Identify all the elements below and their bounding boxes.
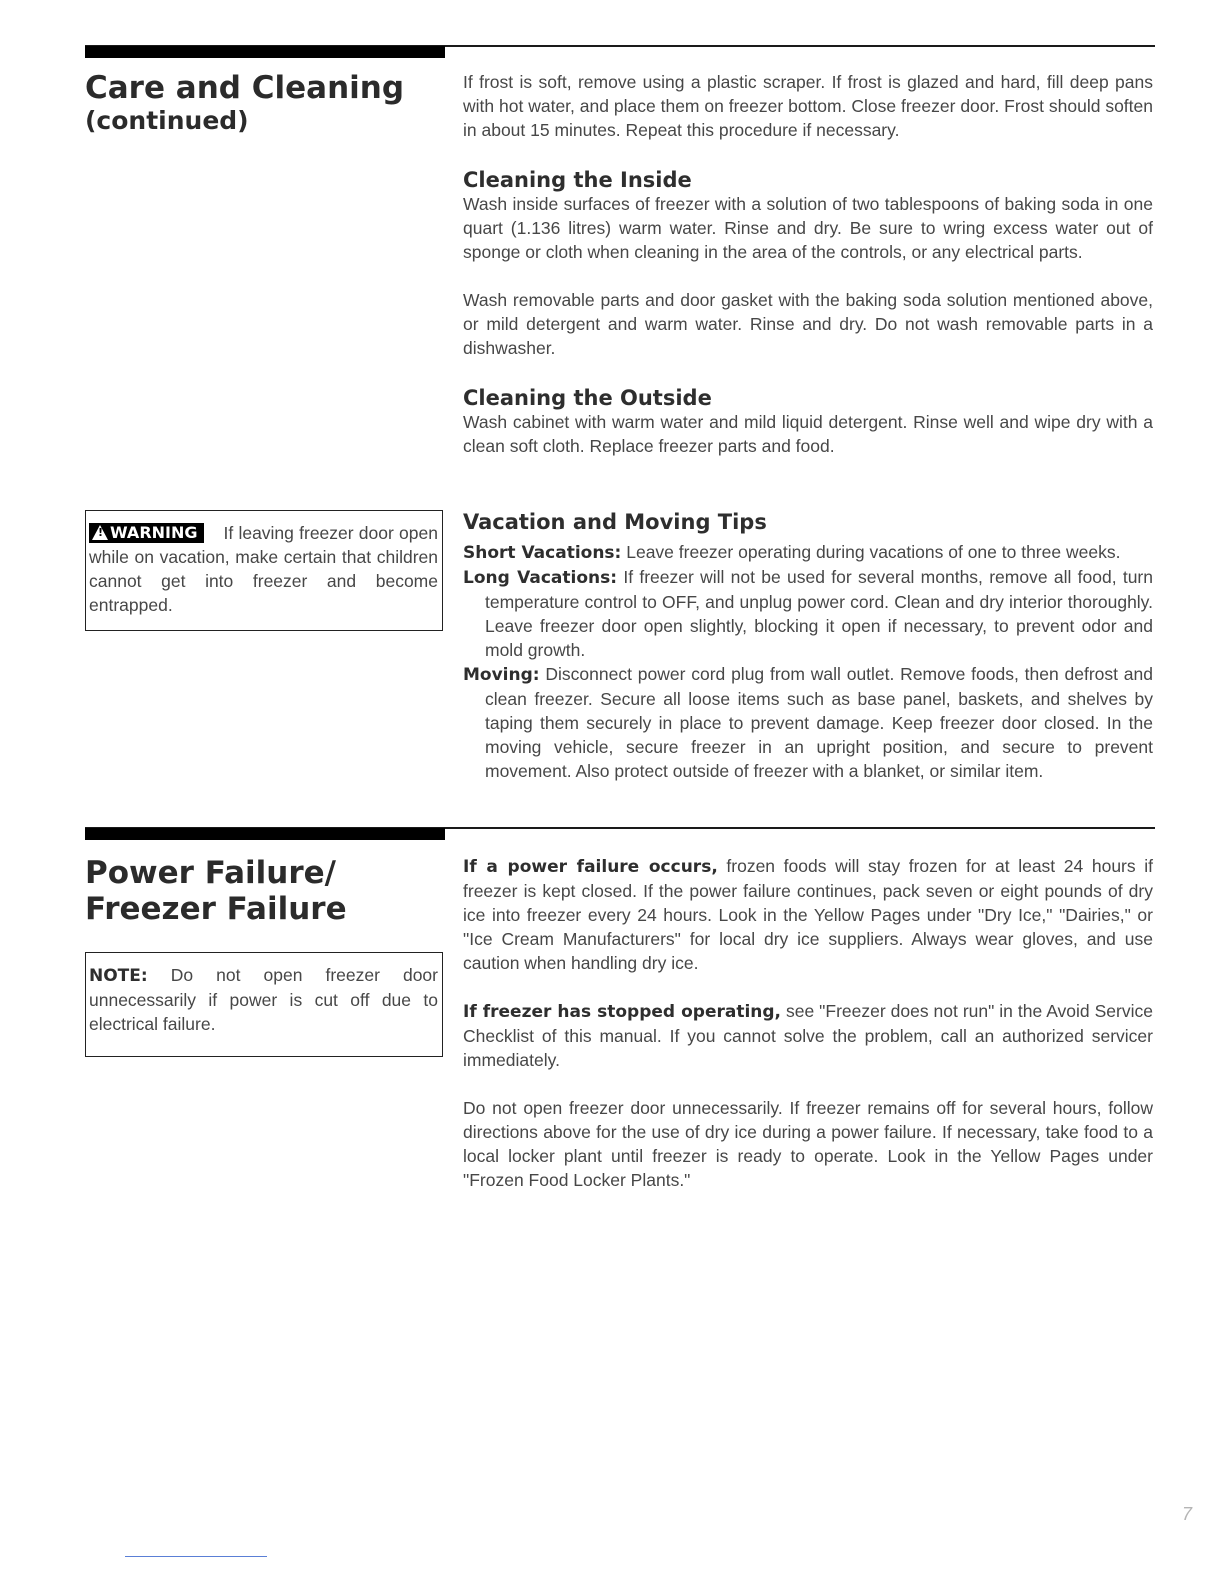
page-number: 7	[1182, 1504, 1193, 1524]
moving-item	[463, 662, 1153, 783]
cleaning-inside-paragraph-1: Wash inside surfaces of freezer with a solution of two tablespoons of baking soda in one quart (1.136 litres) warm water. Rinse and dry. Be sure to wring excess water out of sponge or cloth when cleaning in the area of the controls, or any electrical parts.	[463, 194, 1153, 262]
warning-box	[85, 510, 443, 631]
power-title-line-1: Power Failure/	[85, 855, 336, 891]
cleaning-inside-heading: Cleaning the Inside	[463, 168, 692, 192]
long-vacations-text: If freezer will not be used for several months, remove all food, turn temperature control to OFF, and unplug power cord. Clean and dry interior thoroughly. Leave freezer door open slightly, blocking it open if necessary, to prevent odor and mold growth.	[485, 567, 1153, 660]
frost-paragraph: If frost is soft, remove using a plastic scraper. If frost is glazed and hard, fill deep pans with hot water, and place them on freezer bottom. Close freezer door. Frost should soften in about 15 minutes. Repeat this procedure if necessary.	[463, 72, 1153, 140]
power-failure-lead: If a power failure occurs,	[463, 857, 718, 877]
care-subtitle: (continued)	[85, 106, 249, 135]
warning-badge	[89, 523, 204, 543]
long-vacations-item	[463, 565, 1153, 662]
power-title-line-2: Freezer Failure	[85, 891, 347, 927]
power-content	[463, 854, 1153, 1192]
moving-label: Moving:	[463, 665, 540, 685]
middle-rule-thick	[85, 828, 445, 840]
vacation-section	[463, 510, 1153, 783]
note-label: NOTE:	[89, 966, 148, 986]
warning-triangle-icon	[92, 525, 108, 540]
short-vacations-item	[463, 540, 1153, 565]
short-vacations-text: Leave freezer operating during vacations of one to three weeks.	[626, 542, 1121, 562]
care-title: Care and Cleaning	[85, 70, 405, 106]
stopped-operating-text: see "Freezer does not run" in the Avoid Service Checklist of this manual. If you cannot solve the problem, call an authorized servicer immediately.	[463, 1001, 1153, 1070]
warning-label: WARNING	[110, 523, 198, 542]
moving-text: Disconnect power cord plug from wall outlet. Remove foods, then defrost and clean freezer. Secure all loose items such as base panel, baskets, and shelves by taping them securely in place to prevent damage. Keep freezer door closed. In the moving vehicle, secure freezer in an upright position, and secure to prevent movement. Also protect outside of freezer with a blanket, or similar item.	[485, 664, 1153, 781]
cleaning-outside-paragraph: Wash cabinet with warm water and mild liquid detergent. Rinse well and wipe dry with a clean soft cloth. Replace freezer parts and food.	[463, 412, 1153, 456]
short-vacations-label: Short Vacations:	[463, 543, 622, 563]
top-rule-thick	[85, 46, 445, 58]
power-title-block	[85, 855, 447, 927]
cleaning-outside-heading: Cleaning the Outside	[463, 386, 712, 410]
vacation-heading: Vacation and Moving Tips	[463, 510, 767, 534]
bottom-link-underline	[125, 1556, 267, 1557]
power-failure-text: frozen foods will stay frozen for at least 24 hours if freezer is kept closed. If the power failure continues, pack seven or eight pounds of dry ice into freezer every 24 hours. Look in the Yellow Pages under "Dry Ice," "Dairies," or "Ice Cream Manufacturers" for local dry ice suppliers. Always wear gloves, and use caution when handling dry ice.	[463, 856, 1153, 973]
note-text: Do not open freezer door unnecessarily if power is cut off due to electrical failure.	[89, 965, 438, 1034]
note-box	[85, 952, 443, 1057]
stopped-operating-lead: If freezer has stopped operating,	[463, 1002, 782, 1022]
care-title-block	[85, 70, 447, 136]
stopped-operating-paragraph	[463, 999, 1153, 1072]
long-vacations-label: Long Vacations:	[463, 568, 618, 588]
cleaning-inside-paragraph-2: Wash removable parts and door gasket with the baking soda solution mentioned above, or mild detergent and warm water. Rinse and dry. Do not wash removable parts in a dishwasher.	[463, 290, 1153, 358]
do-not-open-paragraph: Do not open freezer door unnecessarily. If freezer remains off for several hours, follow directions above for the use of dry ice during a power failure. If necessary, take food to a local locker plant until freezer is ready to operate. Look in the Yellow Pages under "Frozen Food Locker Plants."	[463, 1098, 1153, 1190]
care-content	[463, 70, 1153, 458]
power-failure-paragraph	[463, 854, 1153, 975]
warning-text: If leaving freezer door open while on vacation, make certain that children cannot get into freezer and become entrapped.	[89, 523, 438, 615]
